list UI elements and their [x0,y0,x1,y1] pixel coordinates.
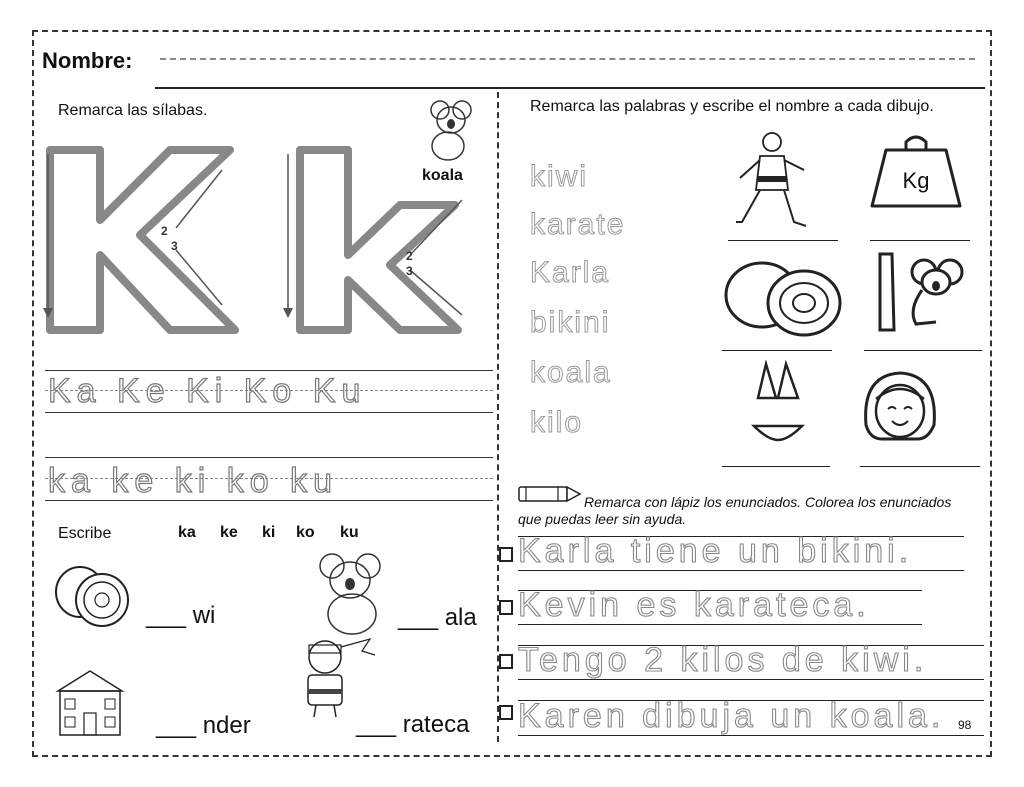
kiwi-fruit-picture [722,255,842,340]
syllable-ko: ko [296,524,315,541]
syllable-ka: ka [178,524,196,541]
koala-tree-picture [872,250,967,335]
fill-kinder[interactable]: ___ nder [156,712,251,739]
kiwi-picture [50,560,140,630]
column-divider [497,92,499,742]
stroke-number-2: 2 [161,224,168,238]
trace-word-koala[interactable]: koala [530,356,612,389]
uppercase-k-letter [40,140,240,340]
trace-upper-syllables[interactable]: Ka Ke Ki Ko Ku [48,372,367,410]
trace-line-base-1 [45,412,493,413]
fill-kiwi[interactable]: ___ wi [146,602,216,629]
sentence-2[interactable]: Kevin es karateca. [518,586,870,624]
sentence-4[interactable]: Karen dibuja un koala. [518,697,945,735]
syllable-ki: ki [262,524,276,541]
kindergarten-picture [50,665,130,740]
syllable-ku: ku [340,524,359,541]
sentence-checkbox-4[interactable] [499,705,513,720]
fill-karateca[interactable]: ___ rateca [356,711,470,738]
name-write-line[interactable] [155,87,985,89]
sentence-checkbox-1[interactable] [499,547,513,562]
answer-line-karate[interactable] [728,240,838,241]
lowercase-k-letter [280,140,470,340]
karateca-picture [290,635,380,720]
answer-line-karla[interactable] [860,466,980,467]
sentence-1[interactable]: Karla tiene un bikini. [518,532,913,570]
karla-face-picture [858,365,940,450]
trace-line-top-1 [45,370,493,371]
stroke-number-3-lower: 3 [406,264,413,278]
bikini-picture [748,360,808,450]
syllable-ke: ke [220,524,238,541]
sentence-3[interactable]: Tengo 2 kilos de kiwi. [518,641,928,679]
kg-label: Kg [902,168,930,193]
fill-koala[interactable]: ___ ala [398,604,477,631]
sentence-checkbox-3[interactable] [499,654,513,669]
trace-word-kiwi[interactable]: kiwi [530,160,588,193]
trace-word-kilo[interactable]: kilo [530,406,584,439]
sentence-checkbox-2[interactable] [499,600,513,615]
name-label: Nombre: [42,48,133,73]
koala-label: koala [422,167,463,184]
trace-lower-syllables[interactable]: ka ke ki ko ku [48,462,338,500]
right-instruction: Remarca las palabras y escribe el nombre a cada dibujo. [530,98,934,115]
karate-picture [732,130,812,232]
name-dashed-line [160,58,975,60]
trace-word-bikini[interactable]: bikini [530,306,611,339]
stroke-number-2-lower: 2 [406,249,413,263]
answer-line-kiwi[interactable] [722,350,832,351]
write-label: Escribe [58,525,112,542]
trace-word-karla[interactable]: Karla [530,256,611,289]
answer-line-kilo[interactable] [870,240,970,241]
answer-line-bikini[interactable] [722,466,830,467]
left-instruction: Remarca las sílabas. [58,102,208,119]
koala-picture [310,548,400,638]
sentence-instruction: Remarca con lápiz los enunciados. Colorea los enunciados que puedas leer sin ayuda. [518,494,952,527]
answer-line-koala[interactable] [864,350,982,351]
stroke-number-3: 3 [171,239,178,253]
trace-line-top-2 [45,457,493,458]
syllable-bank [178,524,378,542]
kilo-weight-picture [866,128,966,212]
page-number: 98 [958,718,972,732]
trace-word-karate[interactable]: karate [530,208,626,241]
